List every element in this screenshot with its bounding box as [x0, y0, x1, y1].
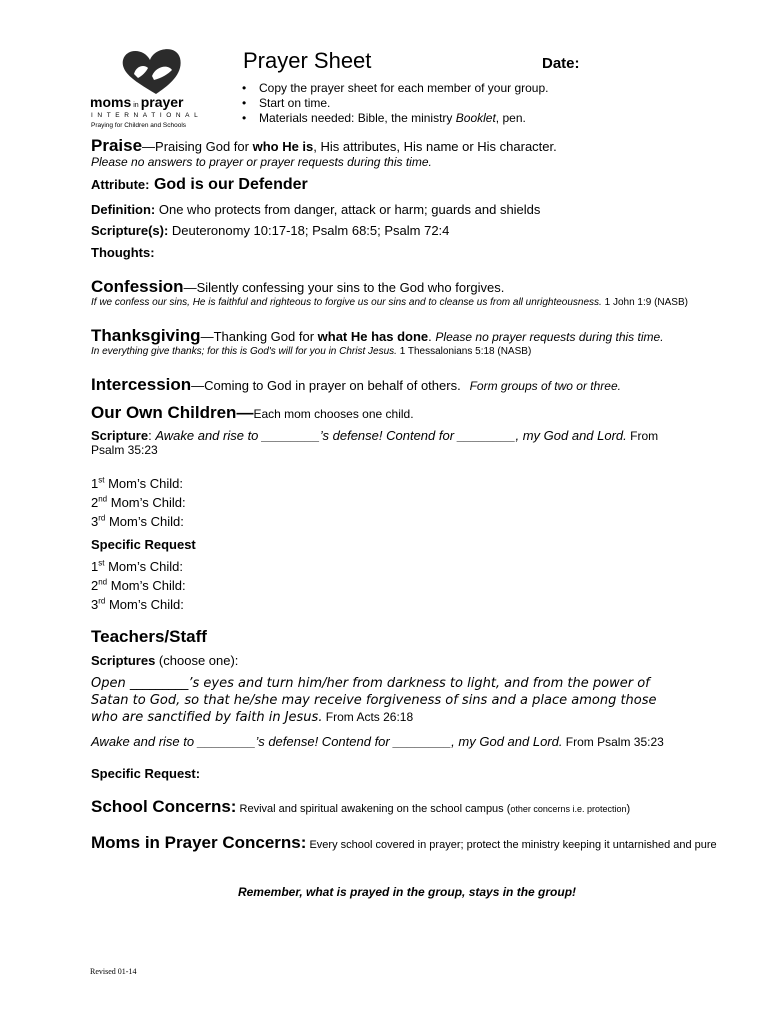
- attribute-label: Attribute:: [91, 177, 150, 192]
- logo: [88, 44, 224, 132]
- thanksgiving-text: —Thanking God for: [200, 329, 318, 344]
- teachers-verse-1-ref: From Acts 26:18: [322, 710, 414, 724]
- mip-concerns: [91, 833, 717, 853]
- teachers-request-label: Specific Request:: [91, 766, 201, 781]
- teachers-verse-1-line: who are sanctified by faith in Jesus.: [91, 710, 323, 725]
- child-sup: st: [98, 558, 105, 568]
- child-sup: st: [98, 475, 105, 485]
- intercession-note: Form groups of two or three.: [469, 379, 621, 393]
- page-title: Prayer Sheet: [243, 48, 372, 73]
- child-line: [91, 512, 186, 531]
- instruction-text: Materials needed: Bible, the ministry: [259, 111, 456, 125]
- intercession-section: [91, 375, 621, 395]
- teachers-choose: (choose one):: [155, 653, 239, 668]
- definition-row: [91, 202, 540, 217]
- child-line: [91, 493, 186, 512]
- mip-heading: Moms in Prayer Concerns:: [91, 833, 307, 852]
- child-label: Mom’s Child:: [104, 476, 183, 491]
- request-list: [91, 557, 186, 614]
- request-line: [91, 576, 186, 595]
- children-text: Each mom chooses one child.: [253, 407, 414, 421]
- instructions-list: [242, 81, 548, 126]
- praise-note: Please no answers to prayer or prayer requests during this time.: [91, 155, 432, 169]
- praise-text-bold: who He is: [252, 139, 314, 154]
- footer-reminder: Remember, what is prayed in the group, stays in the group!: [237, 885, 577, 899]
- child-num: 2: [91, 495, 99, 510]
- thanksgiving-ref: 1 Thessalonians 5:18 (NASB): [396, 346, 532, 357]
- child-sup: rd: [98, 513, 106, 523]
- logo-prayer: prayer: [140, 94, 184, 110]
- request-line: [91, 557, 186, 576]
- children-scripture-verse: Awake and rise to ________’s defense! Contend for ________, my God and Lord.: [155, 428, 627, 443]
- school-text: Revival and spiritual awakening on the school campus (: [236, 803, 511, 815]
- instruction-text: , pen.: [495, 111, 526, 125]
- mip-text: Every school covered in prayer; protect the ministry keeping it untarnished and pure: [306, 839, 717, 851]
- teachers-heading: Teachers/Staff: [91, 627, 207, 646]
- thanksgiving-note: Please no prayer requests during this time.: [435, 330, 664, 344]
- thanksgiving-text: .: [428, 329, 436, 344]
- confession-heading: Confession: [91, 277, 184, 296]
- teachers-verse-1-line: Open _________’s eyes and turn him/her from darkness to light, and from the power of: [91, 676, 650, 691]
- definition-label: Definition:: [91, 202, 156, 217]
- child-sup: rd: [98, 596, 106, 606]
- teachers-verse-2-text: Awake and rise to ________’s defense! Contend for ________, my God and Lord.: [91, 734, 563, 749]
- logo-wordmark: [90, 94, 184, 110]
- scriptures-value: Deuteronomy 10:17-18; Psalm 68:5; Psalm 72:4: [168, 223, 450, 238]
- instruction-text: Start on time.: [259, 96, 331, 110]
- attribute-row: [91, 176, 308, 194]
- thanksgiving-verse-row: [91, 346, 531, 357]
- request-line: [91, 595, 186, 614]
- child-sup: nd: [98, 494, 108, 504]
- child-label: Mom’s Child:: [107, 578, 186, 593]
- children-list: [91, 474, 186, 531]
- intercession-text: —Coming to God in prayer on behalf of others.: [191, 378, 461, 393]
- instruction-item: [242, 111, 548, 126]
- children-section: [91, 403, 414, 423]
- children-scripture-colon: :: [148, 428, 156, 443]
- child-label: Mom’s Child:: [105, 514, 184, 529]
- confession-ref: 1 John 1:9 (NASB): [601, 297, 688, 308]
- teachers-scriptures-label: Scriptures: [91, 653, 156, 668]
- scriptures-row: [91, 223, 449, 238]
- instruction-item: [242, 81, 548, 96]
- teachers-verse-1: [91, 676, 657, 727]
- thanksgiving-verse: In everything give thanks; for this is God's will for you in Christ Jesus.: [91, 346, 397, 357]
- child-label: Mom’s Child:: [104, 559, 183, 574]
- logo-tagline: Praying for Children and Schools: [91, 122, 187, 129]
- thanksgiving-section: [91, 326, 664, 346]
- child-sup: nd: [98, 577, 108, 587]
- school-concerns: [91, 797, 630, 817]
- logo-international: INTERNATIONAL: [91, 112, 203, 119]
- children-scripture: [91, 428, 658, 443]
- praise-section: [91, 136, 557, 156]
- children-scripture-ref: From: [626, 429, 659, 443]
- school-text-small: other concerns i.e. protection: [510, 804, 627, 814]
- children-heading: Our Own Children—: [91, 403, 254, 422]
- children-scripture-label: Scripture: [91, 428, 149, 443]
- confession-verse: If we confess our sins, He is faithful and righteous to forgive us our sins and to cleanse us from all unrighteousness.: [91, 297, 602, 308]
- instruction-text: Copy the prayer sheet for each member of your group.: [259, 81, 549, 95]
- school-heading: School Concerns:: [91, 797, 237, 816]
- logo-moms: moms: [90, 94, 132, 110]
- date-label: Date:: [542, 55, 580, 72]
- teachers-verse-2-ref: From Psalm 35:23: [562, 735, 664, 749]
- thoughts-label: Thoughts:: [91, 245, 155, 260]
- scriptures-label: Scripture(s):: [91, 223, 169, 238]
- teachers-verse-1-line: Satan to God, so that he/she may receive forgiveness of sins and a place among those: [91, 692, 657, 708]
- children-request-label: Specific Request: [91, 537, 196, 552]
- confession-section: [91, 277, 504, 297]
- school-text-close: ): [626, 803, 631, 815]
- instruction-item: [242, 96, 548, 111]
- thanksgiving-text-bold: what He has done: [317, 329, 429, 344]
- child-label: Mom’s Child:: [105, 597, 184, 612]
- revised-date: Revised 01-14: [90, 967, 137, 976]
- praise-text: —Praising God for: [142, 139, 253, 154]
- child-num: 1: [91, 559, 99, 574]
- child-num: 3: [91, 514, 99, 529]
- instruction-booklet: Booklet: [455, 111, 496, 125]
- attribute-value: God is our Defender: [153, 176, 308, 193]
- confession-verse-row: [91, 297, 688, 308]
- child-num: 3: [91, 597, 99, 612]
- definition-value: One who protects from danger, attack or harm; guards and shields: [155, 202, 541, 217]
- thanksgiving-heading: Thanksgiving: [91, 326, 201, 345]
- child-label: Mom’s Child:: [107, 495, 186, 510]
- praise-text: , His attributes, His name or His character.: [313, 139, 557, 154]
- teachers-scriptures-row: [91, 653, 238, 668]
- child-num: 1: [91, 476, 99, 491]
- confession-text: —Silently confessing your sins to the God who forgives.: [183, 280, 505, 295]
- logo-in: in: [133, 102, 139, 109]
- children-scripture-ref-cont: Psalm 35:23: [91, 443, 158, 457]
- teachers-verse-2: [91, 734, 664, 749]
- child-line: [91, 474, 186, 493]
- praise-heading: Praise: [91, 136, 143, 155]
- intercession-heading: Intercession: [91, 375, 192, 394]
- child-num: 2: [91, 578, 99, 593]
